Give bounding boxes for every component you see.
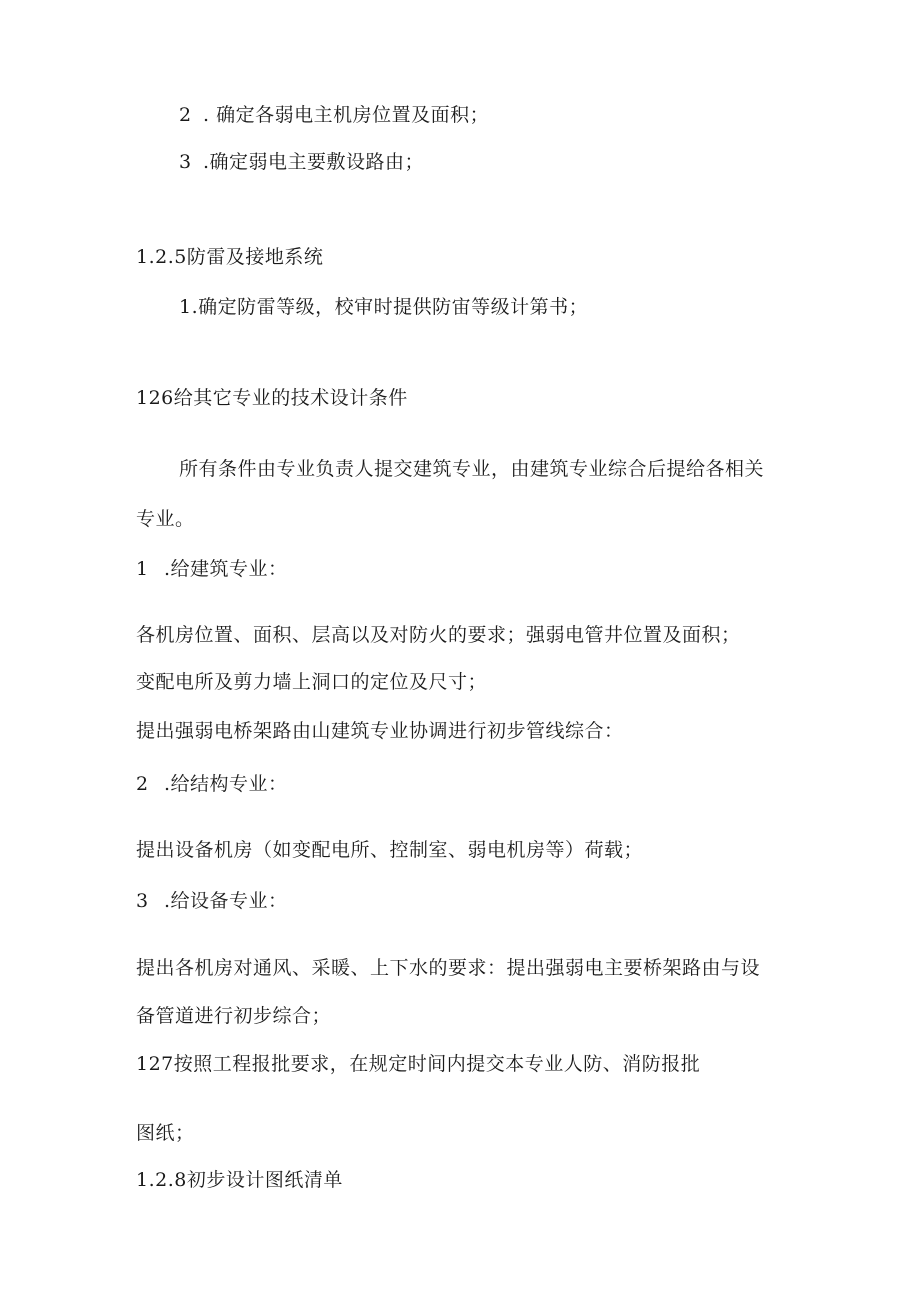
list-number: 1 bbox=[136, 558, 149, 580]
list-item-text: .给建筑专业： bbox=[164, 558, 288, 580]
paragraph-text: 各机房位置、面积、层高以及对防火的要求；强弱电管井位置及面积； bbox=[136, 624, 741, 646]
section-heading-approval-drawings: 127按照工程报批要求，在规定时间内提交本专业人防、消防报批 bbox=[136, 1053, 701, 1075]
list-item-text: .给结构专业： bbox=[164, 773, 288, 795]
paragraph-text: 提出设备机房（如变配电所、控制室、弱电机房等）荷载； bbox=[136, 839, 644, 861]
list-item-text: .给设备专业： bbox=[164, 890, 288, 912]
list-item-lightning-level: 1.确定防雷等级，校审时提供防宙等级计第书； bbox=[179, 296, 589, 318]
paragraph-text: 变配电所及剪力墙上洞口的定位及尺寸； bbox=[136, 671, 488, 693]
paragraph-text: 提出各机房对通风、采暖、上下水的要求：提出强弱电主要桥架路由与设 bbox=[136, 957, 761, 979]
list-item-determine-routing bbox=[179, 149, 424, 175]
list-item-architecture bbox=[136, 556, 288, 582]
list-item-structure bbox=[136, 771, 288, 797]
paragraph-text: 所有条件由专业负责人提交建筑专业，由建筑专业综合后提给各相关 bbox=[179, 458, 765, 480]
list-number: 3 bbox=[136, 890, 149, 912]
section-heading-lightning-grounding: 1.2.5防雷及接地系统 bbox=[136, 246, 324, 268]
list-item-text: .确定弱电主要敷设路由； bbox=[203, 151, 425, 173]
list-item-text: . 确定各弱电主机房位置及面积； bbox=[203, 104, 490, 126]
paragraph-text-continued: 图纸； bbox=[136, 1122, 195, 1144]
list-item-equipment bbox=[136, 888, 288, 914]
paragraph-text-continued: 备管道进行初步综合； bbox=[136, 1005, 332, 1027]
paragraph-text: 提出强弱电桥架路由山建筑专业协调进行初步管线综合： bbox=[136, 720, 624, 742]
list-item-determine-room-location bbox=[179, 102, 489, 128]
list-number: 2 bbox=[179, 104, 192, 126]
list-number: 2 bbox=[136, 773, 149, 795]
section-heading-drawing-list: 1.2.8初步设计图纸清单 bbox=[136, 1169, 343, 1191]
paragraph-text-continued: 专业。 bbox=[136, 508, 195, 530]
list-number: 3 bbox=[179, 151, 192, 173]
section-heading-design-conditions: 126给其它专业的技术设计条件 bbox=[136, 387, 408, 409]
